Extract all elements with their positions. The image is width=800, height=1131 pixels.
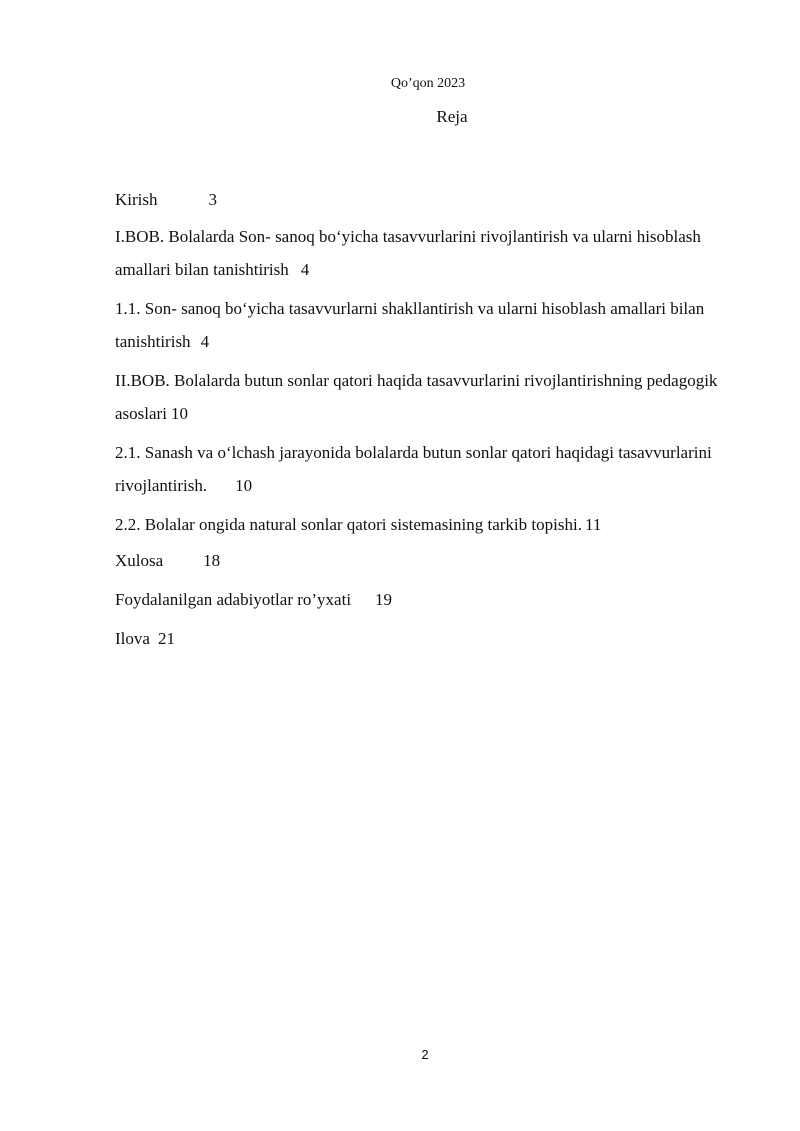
toc-entry-page: 4 bbox=[200, 332, 210, 351]
toc-entry-title: 2.1. Sanash va o‘lchash jarayonida bolalarda butun sonlar qatori haqidagi tasavvurlarini rivojlantirish. bbox=[115, 443, 712, 495]
toc-entry-introduction bbox=[115, 183, 740, 216]
page-number: 2 bbox=[421, 1047, 429, 1062]
toc-entry-page: 21 bbox=[157, 629, 175, 648]
toc-entry-page: 4 bbox=[300, 260, 310, 279]
toc-entry-page: 3 bbox=[208, 190, 217, 209]
toc-entry-conclusion bbox=[115, 544, 740, 577]
toc-entry-chapter-1 bbox=[115, 220, 740, 286]
toc-entry-title: Foydalanilgan adabiyotlar ro’yxati bbox=[115, 590, 352, 609]
city-year-line: Qo’qon 2023 bbox=[390, 76, 466, 91]
toc-entry-page: 19 bbox=[375, 590, 393, 609]
toc-entry-page: 10 bbox=[235, 476, 253, 495]
toc-entry-title: 1.1. Son- sanoq bo‘yicha tasavvurlarni shakllantirish va ularni hisoblash amallari bilan tanishtirish bbox=[115, 299, 705, 351]
toc-entry-references bbox=[115, 583, 740, 616]
toc-entry-section-2-1 bbox=[115, 436, 740, 502]
toc-entry-title: Kirish bbox=[115, 190, 158, 209]
toc-entry-title: 2.2. Bolalar ongida natural sonlar qatori sistemasining tarkib topishi. bbox=[115, 515, 582, 534]
toc-entry-title: Ilova bbox=[115, 629, 150, 648]
toc-entry-title: Xulosa bbox=[115, 551, 164, 570]
toc-entry-chapter-2 bbox=[115, 364, 740, 430]
plan-title: Reja bbox=[436, 107, 468, 126]
toc-entry-page: 11 bbox=[584, 515, 602, 534]
toc-entry-title: I.BOB. Bolalarda Son- sanoq bo‘yicha tasavvurlarini rivojlantirish va ularni hisoblash amallari bilan tanishtirish bbox=[115, 227, 701, 279]
toc-entry-appendix bbox=[115, 622, 740, 655]
toc-entry-section-1-1 bbox=[115, 292, 740, 358]
toc-entry-page: 10 bbox=[170, 404, 188, 423]
toc-entry-section-2-2 bbox=[115, 508, 740, 541]
toc-entry-title: II.BOB. Bolalarda butun sonlar qatori haqida tasavvurlarini rivojlantirishning pedagogik asoslari bbox=[115, 371, 718, 423]
toc-entry-page: 18 bbox=[203, 551, 221, 570]
